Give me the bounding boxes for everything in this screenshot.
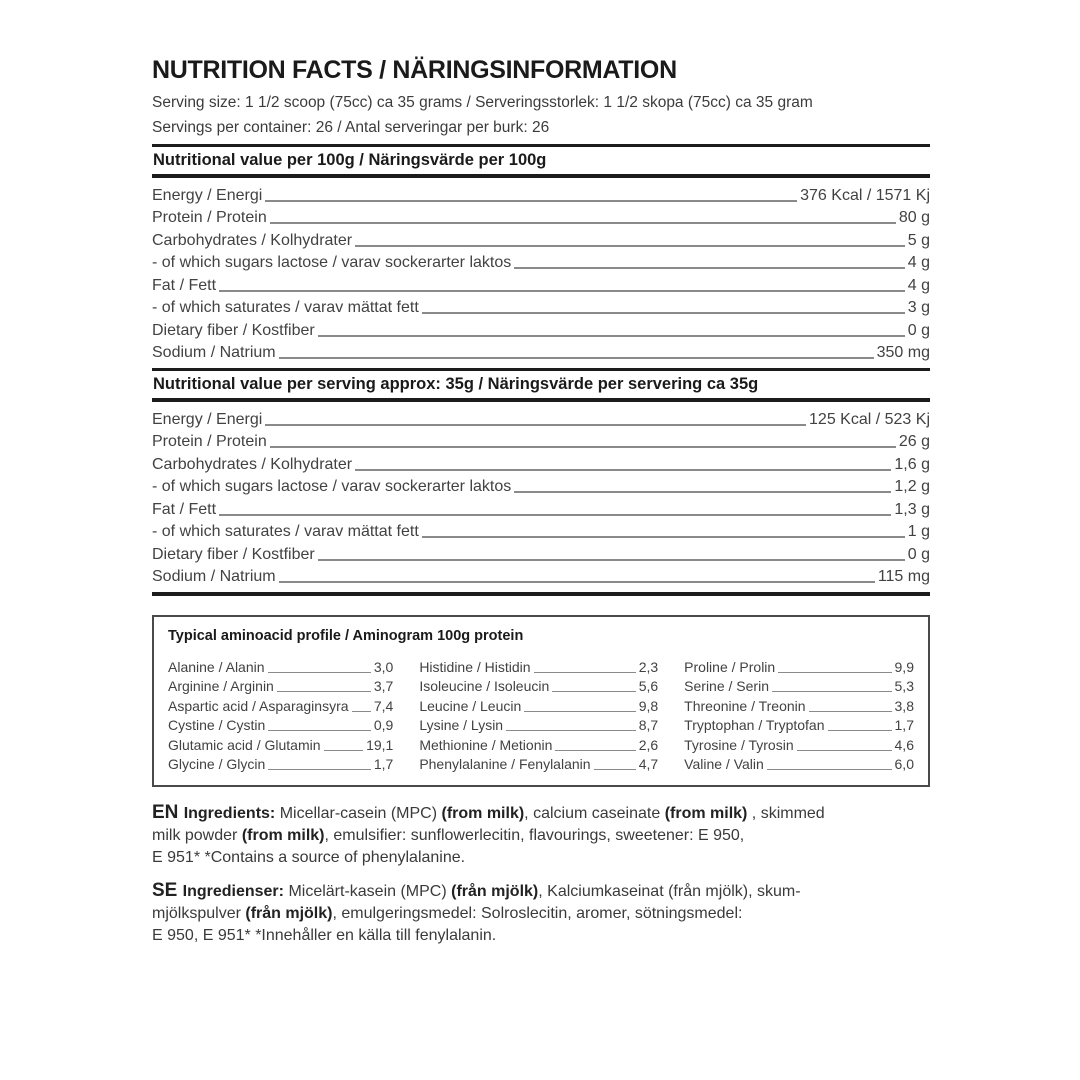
ingredients-text: , Kalciumkaseinat (från mjölk), skum- [538,883,801,900]
divider-top [152,144,930,147]
amino-acid-profile-box [152,615,930,787]
leader-line [772,691,892,692]
nutrient-row [152,227,930,250]
amino-grid [168,655,914,772]
leader-line [318,335,905,337]
amino-label: Arginine / Arginin [168,678,274,694]
amino-value: 4,7 [638,756,659,772]
amino-row [168,714,393,734]
nutrient-label: - of which saturates / varav mättat fett [152,299,419,316]
nutrient-value: 1 g [907,523,930,540]
leader-line [352,711,371,712]
nutrient-row [152,340,930,363]
leader-line [318,559,905,561]
amino-row [419,753,658,773]
ingredients-text: mjölkspulver [152,905,246,922]
leader-line [279,581,875,583]
amino-row [419,675,658,695]
amino-value: 0,9 [373,717,394,733]
nutrient-row [152,295,930,318]
leader-line [265,424,806,426]
nutrient-row [152,496,930,519]
leader-line [514,491,891,493]
amino-value: 9,9 [894,658,914,675]
amino-value: 7,4 [373,697,394,714]
language-prefix: EN [152,802,184,823]
ingredients-text: (från mjölk) [245,905,333,922]
amino-column [168,655,393,772]
nutrient-row [152,406,930,429]
amino-label: Leucine / Leucin [419,697,522,714]
amino-row [684,733,914,753]
amino-label: Threonine / Treonin [684,697,806,714]
amino-label: Cystine / Cystin [168,717,266,733]
amino-row [684,655,914,675]
amino-label: Glycine / Glycin [168,756,266,772]
ingredients-text: Micelärt-kasein (MPC) [288,883,452,900]
ingredients-text: Ingredients: [183,805,280,822]
amino-column [419,655,658,772]
nutrient-label: - of which sugars lactose / varav sockerarter laktos [152,478,512,495]
amino-value: 1,7 [894,717,914,733]
per-serving-heading: Nutritional value per serving approx: 35g / Näringsvärde per servering ca 35g [153,375,759,393]
leader-line [552,691,635,692]
amino-label: Glutamic acid / Glutamin [168,736,321,753]
amino-value: 6,0 [894,756,914,772]
amino-row [168,655,393,675]
nutrient-row [152,250,930,273]
amino-label: Histidine / Histidin [419,658,531,675]
nutrient-label: Dietary fiber / Kostfiber [152,321,315,339]
nutrient-label: Energy / Energi [152,186,263,204]
nutrient-row [152,205,930,228]
leader-line [422,536,905,538]
nutrient-value: 4 g [907,276,930,294]
leader-line [355,469,891,471]
amino-row [168,733,393,753]
divider-under-serving-heading [152,398,930,402]
amino-label: Tyrosine / Tyrosin [684,736,794,753]
leader-line [265,200,797,202]
nutrient-label: Sodium / Natrium [152,344,276,361]
nutrition-label [152,56,930,947]
amino-column [684,655,914,772]
amino-value: 9,8 [638,697,659,714]
ingredients-text: (from milk) [241,827,325,844]
leader-line [268,769,371,770]
amino-row [419,733,658,753]
ingredients-text: E 951* *Contains a source of phenylalanine. [152,849,466,866]
leader-line [809,711,892,712]
leader-line [524,711,635,712]
amino-row [168,753,393,773]
ingredients-text: (from milk) [441,805,525,822]
divider-under-100g-heading [152,174,930,178]
amino-row [419,655,658,675]
nutrient-label: Dietary fiber / Kostfiber [152,545,315,563]
leader-line [422,312,905,314]
nutrient-row [152,317,930,340]
nutrient-label: Fat / Fett [152,276,217,294]
nutrient-row [152,519,930,542]
ingredients-text: Micellar-casein (MPC) [279,805,442,822]
leader-line [594,769,636,770]
amino-label: Serine / Serin [684,678,769,694]
nutrient-value: 80 g [898,209,930,226]
amino-row [684,675,914,695]
nutrient-label: - of which sugars lactose / varav sockerarter laktos [152,254,512,271]
leader-line [279,357,874,359]
leader-line [355,245,905,247]
nutrient-label: Carbohydrates / Kolhydrater [152,231,353,249]
ingredients-text: (from milk) [664,805,748,822]
ingredients-text: , skimmed [747,805,825,822]
leader-line [270,222,896,224]
amino-value: 3,0 [373,658,394,675]
leader-line [767,769,892,770]
amino-value: 5,3 [894,678,914,694]
amino-label: Aspartic acid / Asparaginsyra [168,697,349,714]
nutrient-value: 0 g [907,545,930,563]
amino-label: Proline / Prolin [684,658,776,675]
nutrient-row [152,429,930,452]
nutrient-row [152,272,930,295]
nutrient-label: Sodium / Natrium [152,568,276,585]
nutrient-value: 1,2 g [894,478,930,495]
ingredients-se-paragraph [152,880,930,947]
leader-line [277,691,371,692]
nutrient-row [152,564,930,587]
amino-value: 8,7 [638,717,659,733]
nutrient-value: 350 mg [876,344,930,361]
amino-value: 1,7 [373,756,394,772]
leader-line [778,672,891,673]
amino-value: 5,6 [638,678,659,694]
amino-label: Alanine / Alanin [168,658,265,675]
nutrient-value: 376 Kcal / 1571 Kj [800,186,930,204]
nutrient-label: Protein / Protein [152,433,267,450]
amino-label: Lysine / Lysin [419,717,504,733]
amino-label: Tryptophan / Tryptofan [684,717,825,733]
amino-row [419,694,658,714]
amino-row [168,694,393,714]
ingredients-text: , emulsifier: sunflowerlecitin, flavourings, sweetener: E 950, [324,827,745,844]
nutrient-label: Fat / Fett [152,500,217,518]
leader-line [268,730,371,731]
leader-line [219,290,905,292]
nutrient-label: Energy / Energi [152,410,263,428]
per-100g-heading: Nutritional value per 100g / Näringsvärde per 100g [153,151,547,169]
leader-line [324,750,364,751]
amino-label: Isoleucine / Isoleucin [419,678,550,694]
amino-heading: Typical aminoacid profile / Aminogram 100g protein [168,628,524,644]
amino-row [684,753,914,773]
amino-label: Valine / Valin [684,756,764,772]
ingredients-text: , calcium caseinate [524,805,665,822]
amino-value: 19,1 [366,736,394,753]
nutrient-value: 1,6 g [894,455,930,473]
nutrient-label: - of which saturates / varav mättat fett [152,523,419,540]
nutrient-value: 125 Kcal / 523 Kj [809,410,930,428]
nutrient-value: 26 g [898,433,930,450]
leader-line [270,446,896,448]
language-prefix: SE [152,880,183,901]
nutrient-value: 4 g [907,254,930,271]
amino-label: Phenylalanine / Fenylalanin [419,756,591,772]
leader-line [534,672,636,673]
ingredients-text: , emulgeringsmedel: Solroslecitin, aromer, sötningsmedel: [332,905,743,922]
nutrient-row [152,541,930,564]
leader-line [268,672,371,673]
leader-line [828,730,892,731]
ingredients-en-paragraph [152,802,930,869]
amino-row [419,714,658,734]
amino-value: 2,3 [638,658,659,675]
amino-value: 3,8 [894,697,914,714]
amino-value: 3,7 [373,678,394,694]
leader-line [514,267,905,269]
page-title: NUTRITION FACTS / NÄRINGSINFORMATION [152,56,677,84]
ingredients-text: milk powder [152,827,242,844]
nutrient-row [152,474,930,497]
ingredients-text: (från mjölk) [451,883,539,900]
amino-label: Methionine / Metionin [419,736,553,753]
amino-row [168,675,393,695]
nutrient-row [152,182,930,205]
ingredients-text: Ingredienser: [182,883,289,900]
amino-row [684,714,914,734]
servings-per-container-line: Servings per container: 26 / Antal serveringar per burk: 26 [152,119,550,136]
nutrient-label: Carbohydrates / Kolhydrater [152,455,353,473]
nutrient-value: 1,3 g [894,500,930,518]
nutrient-value: 0 g [907,321,930,339]
nutrient-value: 115 mg [877,568,930,585]
nutrient-row [152,451,930,474]
nutrient-value: 5 g [907,231,930,249]
nutrient-value: 3 g [907,299,930,316]
amino-row [684,694,914,714]
leader-line [506,730,636,731]
divider-above-serving-heading [152,368,930,371]
per-100g-table [152,182,930,362]
serving-size-line: Serving size: 1 1/2 scoop (75cc) ca 35 grams / Serveringsstorlek: 1 1/2 skopa (75cc) ca 35 gram [152,94,813,111]
ingredients-text: E 950, E 951* *Innehåller en källa till fenylalanin. [152,927,497,944]
amino-value: 2,6 [638,736,659,753]
leader-line [555,750,635,751]
divider-below-serving-table [152,592,930,596]
leader-line [219,514,891,516]
leader-line [797,750,892,751]
amino-value: 4,6 [894,736,914,753]
nutrient-label: Protein / Protein [152,209,267,226]
per-serving-table [152,406,930,586]
